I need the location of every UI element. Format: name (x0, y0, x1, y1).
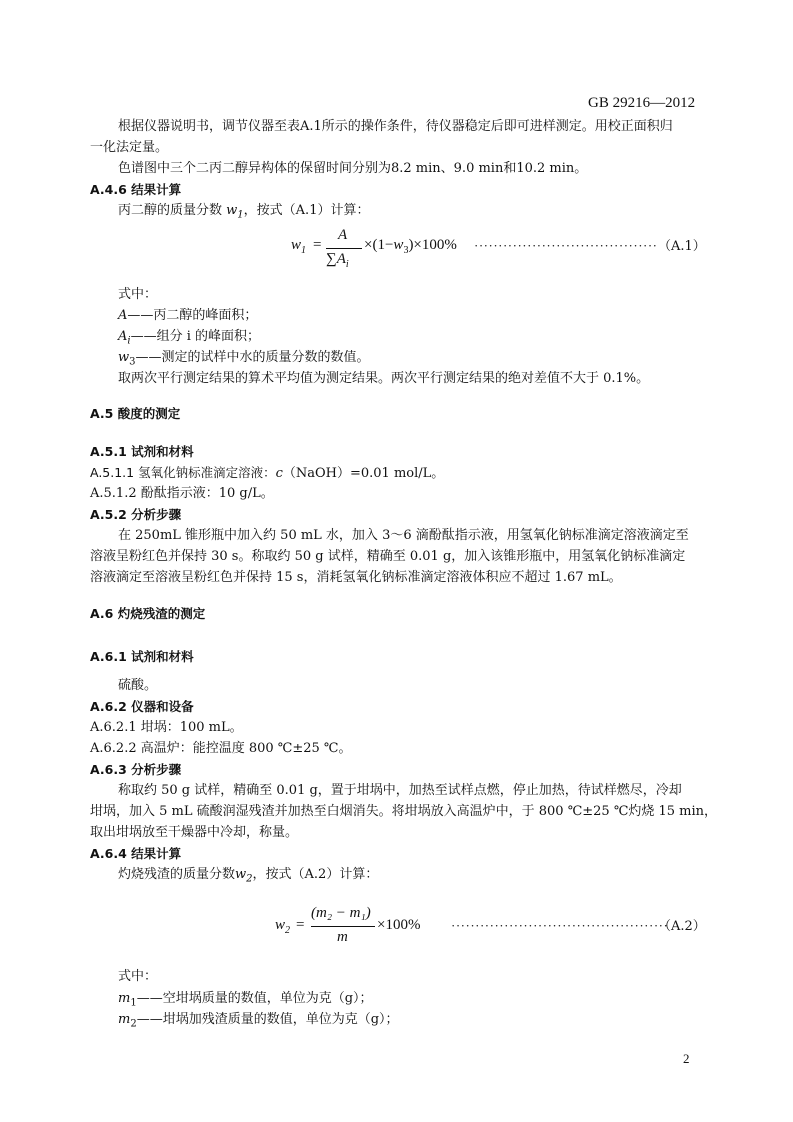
paragraph-line: 根据仪器说明书，调节仪器至表A.1所示的操作条件，待仪器稳定后即可进样测定。用校正面积归 (118, 119, 673, 134)
fraction-bar (311, 926, 375, 927)
paragraph: 取两次平行测定结果的算术平均值为测定结果。两次平行测定结果的绝对差值不大于 0.1%。 (118, 371, 650, 386)
clause: A.6.2.2 高温炉：能控温度 800 ℃±25 ℃。 (90, 741, 352, 756)
symbol-w1: $w_1$ (226, 203, 244, 221)
section-heading: A.6.2 仪器和设备 (90, 699, 194, 714)
definition: $A_i——$组分 i 的峰面积； (118, 329, 261, 347)
clause: A.6.2.1 坩埚：100 mL。 (90, 720, 243, 735)
equation-label: （A.2） (658, 919, 706, 934)
eq-equals: = (313, 237, 322, 253)
paragraph: 硫酸。 (118, 678, 158, 693)
section-heading: A.6.4 结果计算 (90, 846, 182, 861)
paragraph: 灼烧残渣的质量分数$w_2$，按式（A.2）计算： (118, 867, 379, 885)
where-label: 式中： (118, 969, 158, 984)
standard-number: GB 29216—2012 (588, 95, 696, 111)
symbol-w2: $w_2$ (235, 867, 253, 885)
fraction-bar (326, 248, 362, 249)
section-heading: A.4.6 结果计算 (90, 182, 182, 197)
paragraph-text: 丙二醇的质量分数 (118, 203, 223, 218)
where-label: 式中： (118, 287, 158, 302)
paragraph-line: 坩埚，加入 5 mL 硫酸润湿残渣并加热至白烟消失。将坩埚放入高温炉中，于 800 ℃±25 ℃灼烧 15 min， (90, 804, 718, 819)
definition: $m_2——$坩埚加残渣质量的数值，单位为克（g）； (118, 1012, 399, 1030)
section-heading: A.5.2 分析步骤 (90, 507, 182, 522)
definition: $w_3——$测定的试样中水的质量分数的数值。 (118, 350, 370, 368)
clause: A.5.1.1 氢氧化钠标准滴定溶液：c（NaOH）=0.01 mol/L。 (90, 465, 445, 481)
paragraph-line: 在 250mL 锥形瓶中加入约 50 mL 水，加入 3～6 滴酚酞指示液，用氢氧化钠标准滴定溶液滴定至 (118, 528, 689, 543)
eq-denominator: $\sum A_i$ (326, 251, 349, 270)
paragraph-line: 称取约 50 g 试样，精确至 0.01 g，置于坩埚中，加热至试样点燃，停止加热，待试样燃尽，冷却 (118, 783, 682, 798)
paragraph-line: 溶液滴定至溶液呈粉红色并保持 15 s，消耗氢氧化钠标准滴定溶液体积应不超过 1.67 mL。 (90, 570, 622, 585)
clause: A.5.1.2 酚酞指示液：10 g/L。 (90, 486, 274, 501)
eq-numerator: (m₂ − m₁) (311, 905, 371, 921)
eq-equals: = (296, 917, 305, 933)
page-number: 2 (683, 1051, 690, 1066)
definition: $m_1——$空坩埚质量的数值，单位为克（g）； (118, 991, 373, 1009)
paragraph-line: 取出坩埚放至干燥器中冷却，称量。 (90, 825, 299, 840)
equation-label: （A.1） (658, 239, 706, 254)
leader-dots: ············································· (451, 918, 669, 933)
eq-lhs: $w_1$ (291, 237, 307, 256)
section-heading: A.5 酸度的测定 (90, 406, 181, 421)
eq-numerator: A (338, 227, 348, 243)
section-heading: A.5.1 试剂和材料 (90, 444, 194, 459)
paragraph: 色谱图中三个二丙二醇异构体的保留时间分别为8.2 min、9.0 min和10.2 min。 (118, 161, 588, 176)
paragraph-text: ，按式（A.1）计算： (243, 203, 370, 218)
section-heading: A.6 灼烧残渣的测定 (90, 606, 206, 621)
eq-lhs: $w_2$ (275, 917, 291, 936)
section-heading: A.6.1 试剂和材料 (90, 649, 194, 664)
eq-body: ×100% (377, 917, 421, 933)
section-heading: A.6.3 分析步骤 (90, 762, 182, 777)
paragraph-line: 溶液呈粉红色并保持 30 s。称取约 50 g 试样，精确至 0.01 g，加入该锥形瓶中，用氢氧化钠标准滴定 (90, 549, 686, 564)
leader-dots: ······································ (474, 238, 658, 253)
eq-body: $\times(1-w_3)\times 100\%$ (364, 237, 457, 256)
eq-denominator: m (337, 929, 348, 945)
paragraph (118, 202, 369, 225)
definition: A——丙二醇的峰面积； (118, 308, 258, 323)
paragraph-line: 一化法定量。 (90, 140, 169, 155)
